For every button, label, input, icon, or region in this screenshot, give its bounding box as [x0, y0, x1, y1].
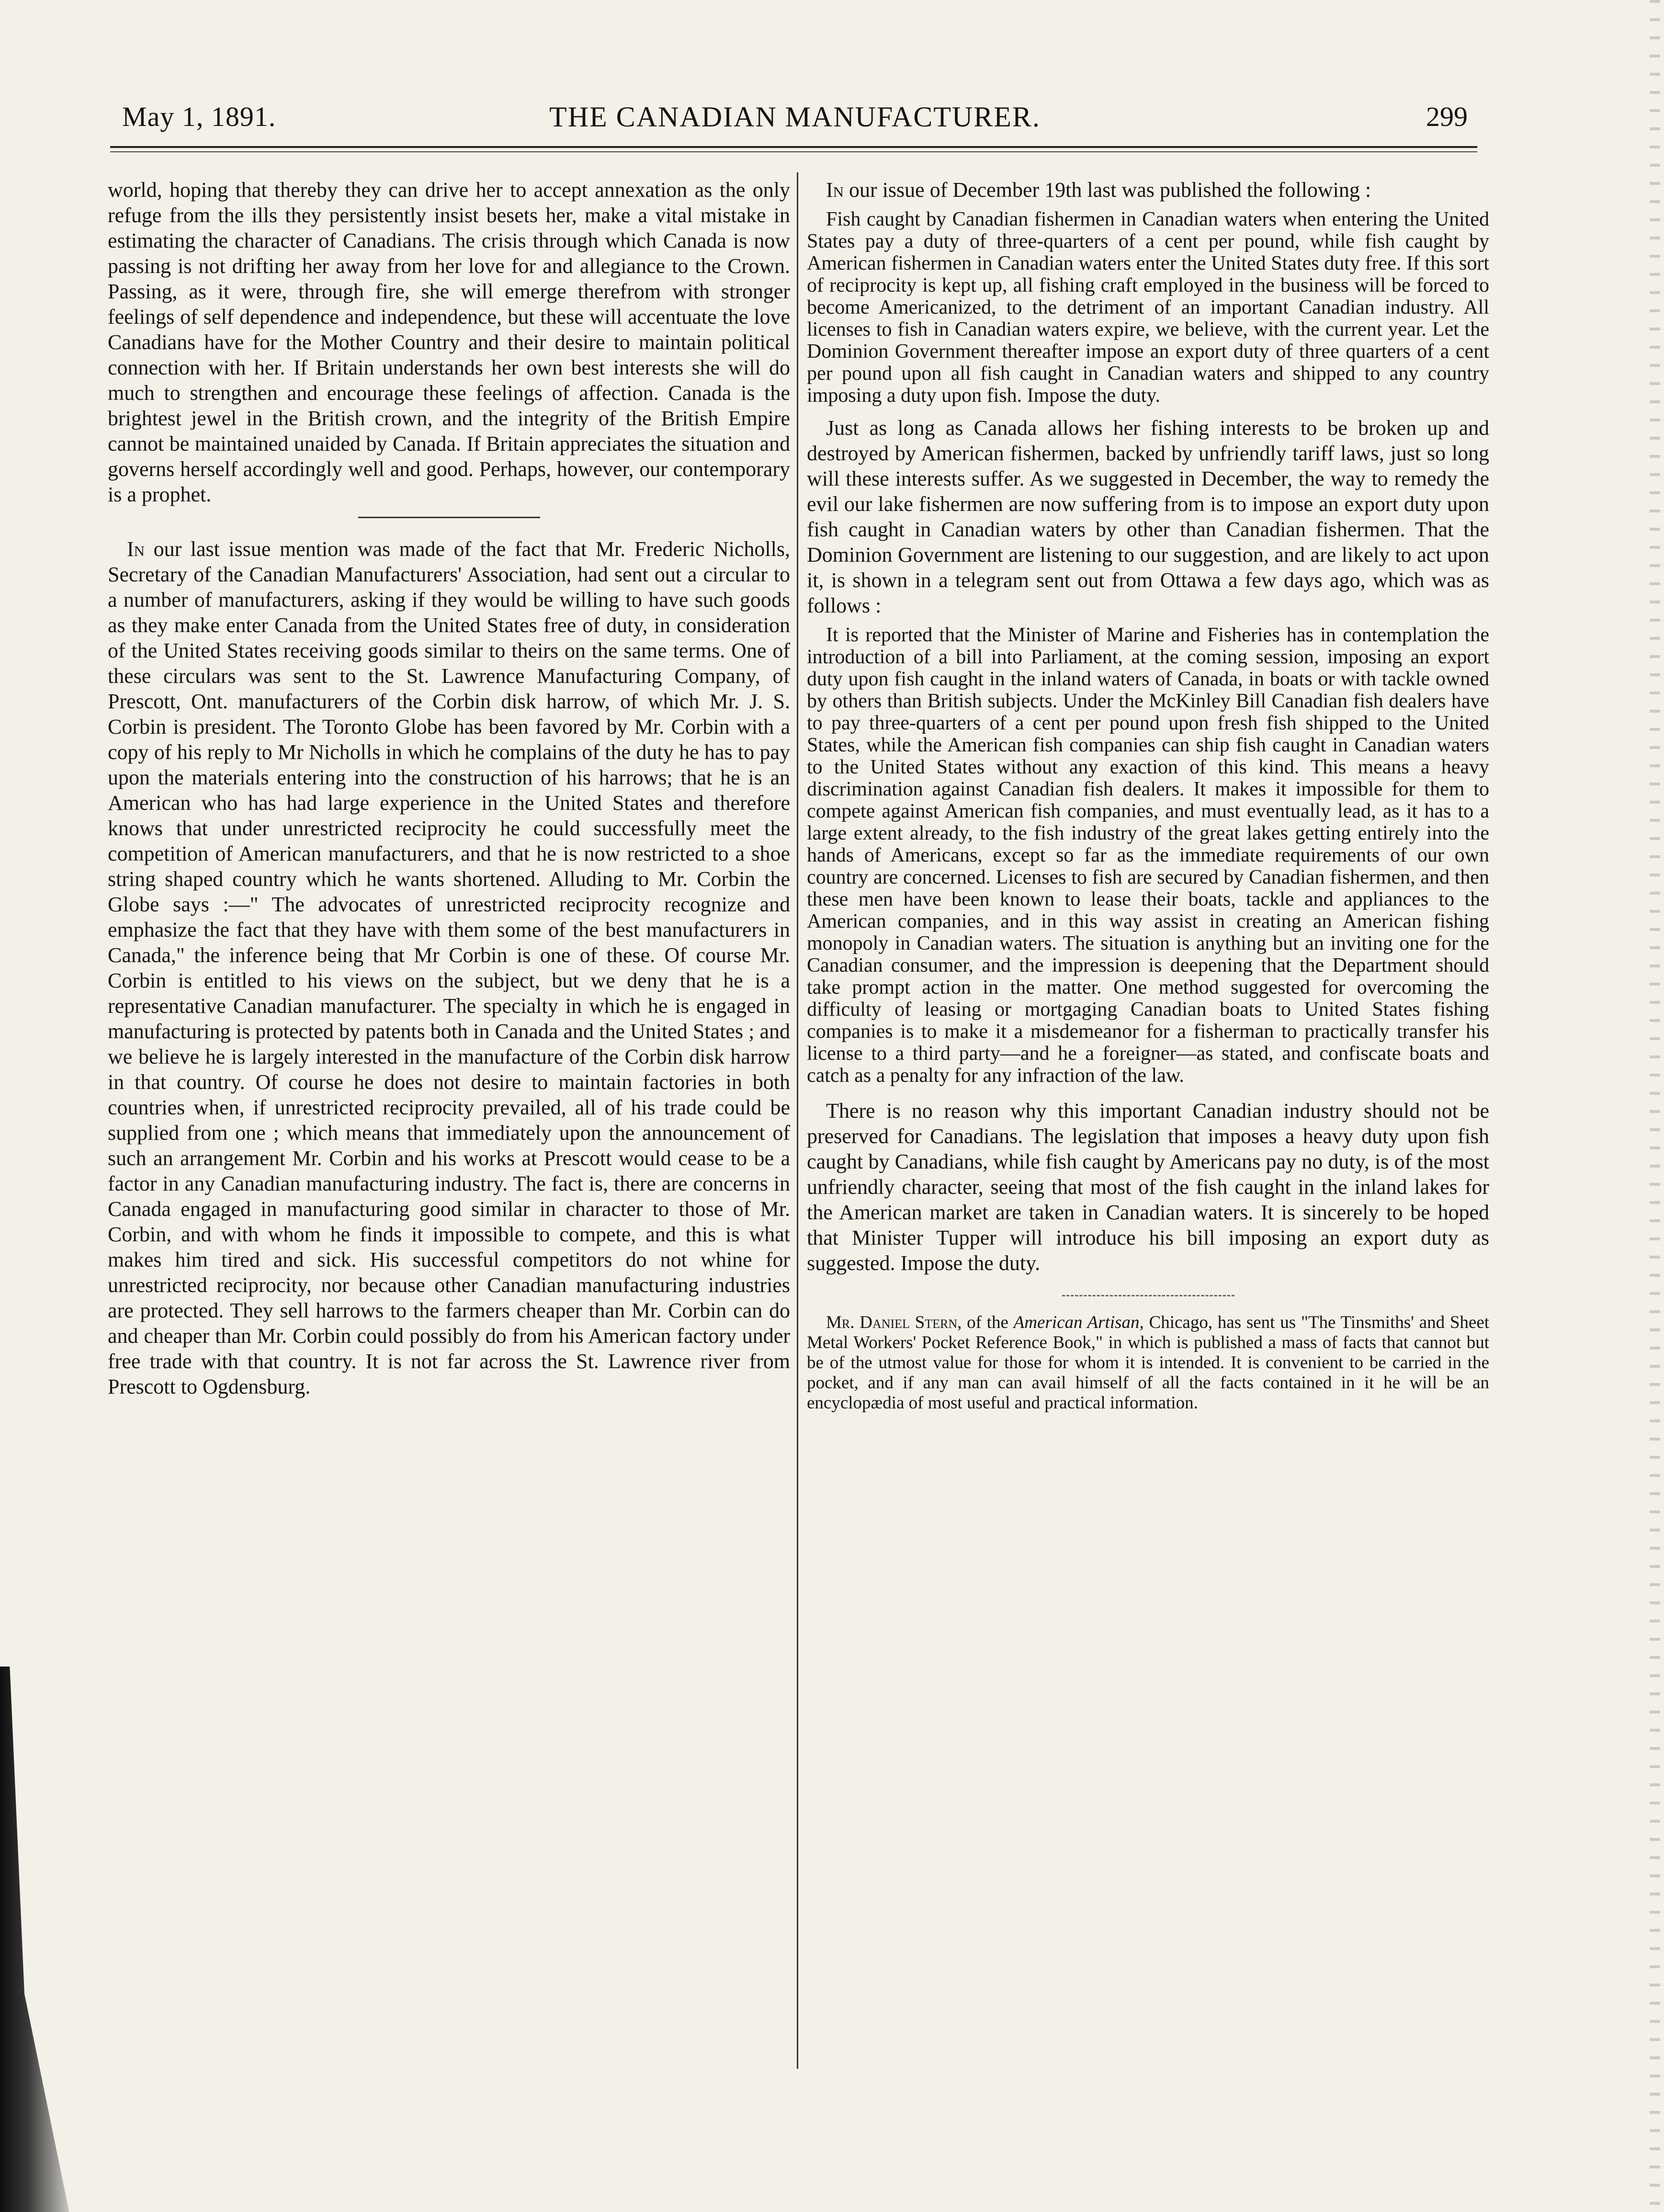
header-date: May 1, 1891.	[122, 101, 276, 132]
left-column	[108, 177, 790, 1399]
column-divider	[797, 172, 798, 2069]
right-notice-prefix: of the	[967, 1313, 1008, 1332]
notice-separator	[1062, 1295, 1234, 1296]
right-paragraph-2: Just as long as Canada allows her fishing interests to be broken up and destroyed by American fishermen, backed by unfriendly tariff laws, just so long will these interests suffer. As we suggested in December, the way to remedy the evil our lake fishermen are now suffering from is to impose an export duty upon fish caught in Canadian waters by other than Canadian fishermen. That the Dominion Government are listening to our suggestion, and are likely to act upon it, is shown in a telegram sent out from Ottawa a few days ago, which was as follows :	[807, 416, 1489, 617]
page-edge-marks	[1650, 0, 1660, 2212]
header-page-number: 299	[1426, 101, 1468, 132]
right-notice	[807, 1313, 1489, 1413]
page-header	[122, 96, 1468, 139]
right-paragraph-1-body: our issue of December 19th last was published the following :	[849, 178, 1371, 202]
left-paragraph-2-lead: In	[127, 537, 145, 561]
left-paragraph-2	[108, 536, 790, 1399]
header-rule	[110, 146, 1477, 148]
right-notice-publication: American Artisan,	[1013, 1313, 1144, 1332]
header-rule-thin	[110, 151, 1477, 152]
right-paragraph-1	[807, 177, 1489, 203]
right-notice-body: Chicago, has sent us "The Tinsmiths' and Sheet Metal Workers' Pocket Reference Book," in which is published a mass of facts that cannot but be of the utmost value for those for whom it is intended. It is convenient to be carried in the pocket, and if any man can avail himself of all the facts contained in it he will be an encyclopædia of most useful and practical information.	[807, 1313, 1490, 1413]
right-quote-1: Fish caught by Canadian fishermen in Canadian waters when entering the United States pay a duty of three-quarters of a cent per pound, while fish caught by American fishermen in Canadian waters enter the United States duty free. If this sort of reciprocity is kept up, all fishing craft employed in the business will be forced to become Americanized, to the detriment of an important Canadian industry. All licenses to fish in Canadian waters expire, we believe, with the current year. Let the Dominion Government thereafter impose an export duty of three quarters of a cent per pound upon all fish caught in Canadian waters and shipped to any country imposing a duty upon fish. Impose the duty.	[807, 208, 1489, 407]
right-notice-lead: Mr. Daniel Stern,	[826, 1313, 962, 1332]
right-paragraph-3: There is no reason why this important Canadian industry should not be preserved for Canadians. The legislation that imposes a heavy duty upon fish caught by Canadians, while fish caught by Americans pay no duty, is of the most unfriendly character, seeing that most of the fish caught in the inland lakes for the American market are taken in Canadian waters. It is sincerely to be hoped that Minister Tupper will introduce his bill imposing an export duty as suggested. Impose the duty.	[807, 1099, 1489, 1275]
article-separator	[358, 517, 540, 518]
right-paragraph-1-lead: In	[826, 178, 844, 202]
binding-shadow	[0, 1667, 81, 2212]
left-paragraph-1: world, hoping that thereby they can drive her to accept annexation as the only refuge from the ills they persistently insist besets her, make a vital mistake in estimating the character of Canadians. The crisis through which Canada is now passing is not drifting her away from her love for and allegiance to the Crown. Passing, as it were, through fire, she will emerge therefrom with stronger feelings of self dependence and independence, but these will accentuate the love Canadians have for the Mother Country and their desire to maintain political connection with her. If Britain understands her own best interests she will do much to strengthen and encourage these feelings of affection. Canada is the brightest jewel in the British crown, and the integrity of the British Empire cannot be maintained unaided by Canada. If Britain appreciates the situation and governs herself accordingly well and good. Perhaps, however, our contemporary is a prophet.	[108, 178, 790, 506]
right-quote-2: It is reported that the Minister of Marine and Fisheries has in contemplation the introduction of a bill into Parliament, at the coming session, imposing an export duty upon fish caught in the inland waters of Canada, in boats or with tackle owned by others than British subjects. Under the McKinley Bill Canadian fish dealers have to pay three-quarters of a cent per pound upon fresh fish shipped to the United States, while the American fish companies can ship fish caught in Canadian waters to the United States without any exaction of this kind. This means a heavy discrimination against Canadian fish dealers. It makes it impossible for them to compete against American fish companies, and must eventually lead, as it has to a large extent already, to the fish industry of the great lakes getting entirely into the hands of Americans, except so far as the immediate requirements of our own country are concerned. Licenses to fish are secured by Canadian fishermen, and then these men have been known to lease their boats, tackle and appliances to the American companies, and in this way assist in creating an American fishing monopoly in Canadian waters. The situation is anything but an inviting one for the Canadian consumer, and the impression is deepening that the Department should take prompt action in the matter. One method suggested for overcoming the difficulty of leasing or mortgaging Canadian boats to United States fishing companies is to make it a misdemeanor for a fisherman to practically transfer his license to a third party—and he a foreigner—as stated, and confiscate boats and catch as a penalty for any infraction of the law.	[807, 624, 1489, 1087]
header-title: THE CANADIAN MANUFACTURER.	[549, 101, 1041, 133]
left-paragraph-2-body: our last issue mention was made of the fact that Mr. Frederic Nicholls, Secretary of the Canadian Manufacturers' Association, had sent out a circular to a number of manufacturers, asking if they would be willing to have such goods as they make enter Canada from the United States free of duty, in consideration of the United States receiving goods similar to theirs on the same terms. One of these circulars was sent to the St. Lawrence Manufacturing Company, of Prescott, Ont. manufacturers of the Corbin disk harrow, of which Mr. J. S. Corbin is president. The Toronto Globe has been favored by Mr. Corbin with a copy of his reply to Mr Nicholls in which he complains of the duty he has to pay upon the materials entering into the construction of his harrows; that he is an American who has had large experience in the United States and therefore knows that under unrestricted reciprocity he could successfully meet the competition of American manufacturers, and that he is now restricted to a shoe string shaped country which he wants shortened. Alluding to Mr. Corbin the Globe says :—" The advocates of unrestricted reciprocity recognize and emphasize the fact that they have with them some of the best manufacturers in Canada," the inference being that Mr Corbin is one of these. Of course Mr. Corbin is entitled to his views on the subject, but we deny that he is a representative Canadian manufacturer. The specialty in which he is engaged in manufacturing is protected by patents both in Canada and the United States ; and we believe he is largely interested in the manufacture of the Corbin disk harrow in that country. Of course he does not desire to maintain factories in both countries when, if unrestricted reciprocity prevailed, all of his trade could be supplied from one ; which means that immediately upon the announcement of such an arrangement Mr. Corbin and his works at Prescott would cease to be a factor in any Canadian manufacturing industry. The fact is, there are concerns in Canada engaged in manufacturing good similar in character to those of Mr. Corbin, and with whom he finds it impossible to compete, and this is what makes him tired and sick. His successful competitors do not whine for unrestricted reciprocity, nor because other Canadian manufacturing industries are protected. They sell harrows to the farmers cheaper than Mr. Corbin can do and cheaper than Mr. Corbin could possibly do from his American factory under free trade with that country. It is not far across the St. Lawrence river from Prescott to Ogdensburg.	[108, 537, 791, 1398]
right-column	[807, 177, 1489, 1413]
